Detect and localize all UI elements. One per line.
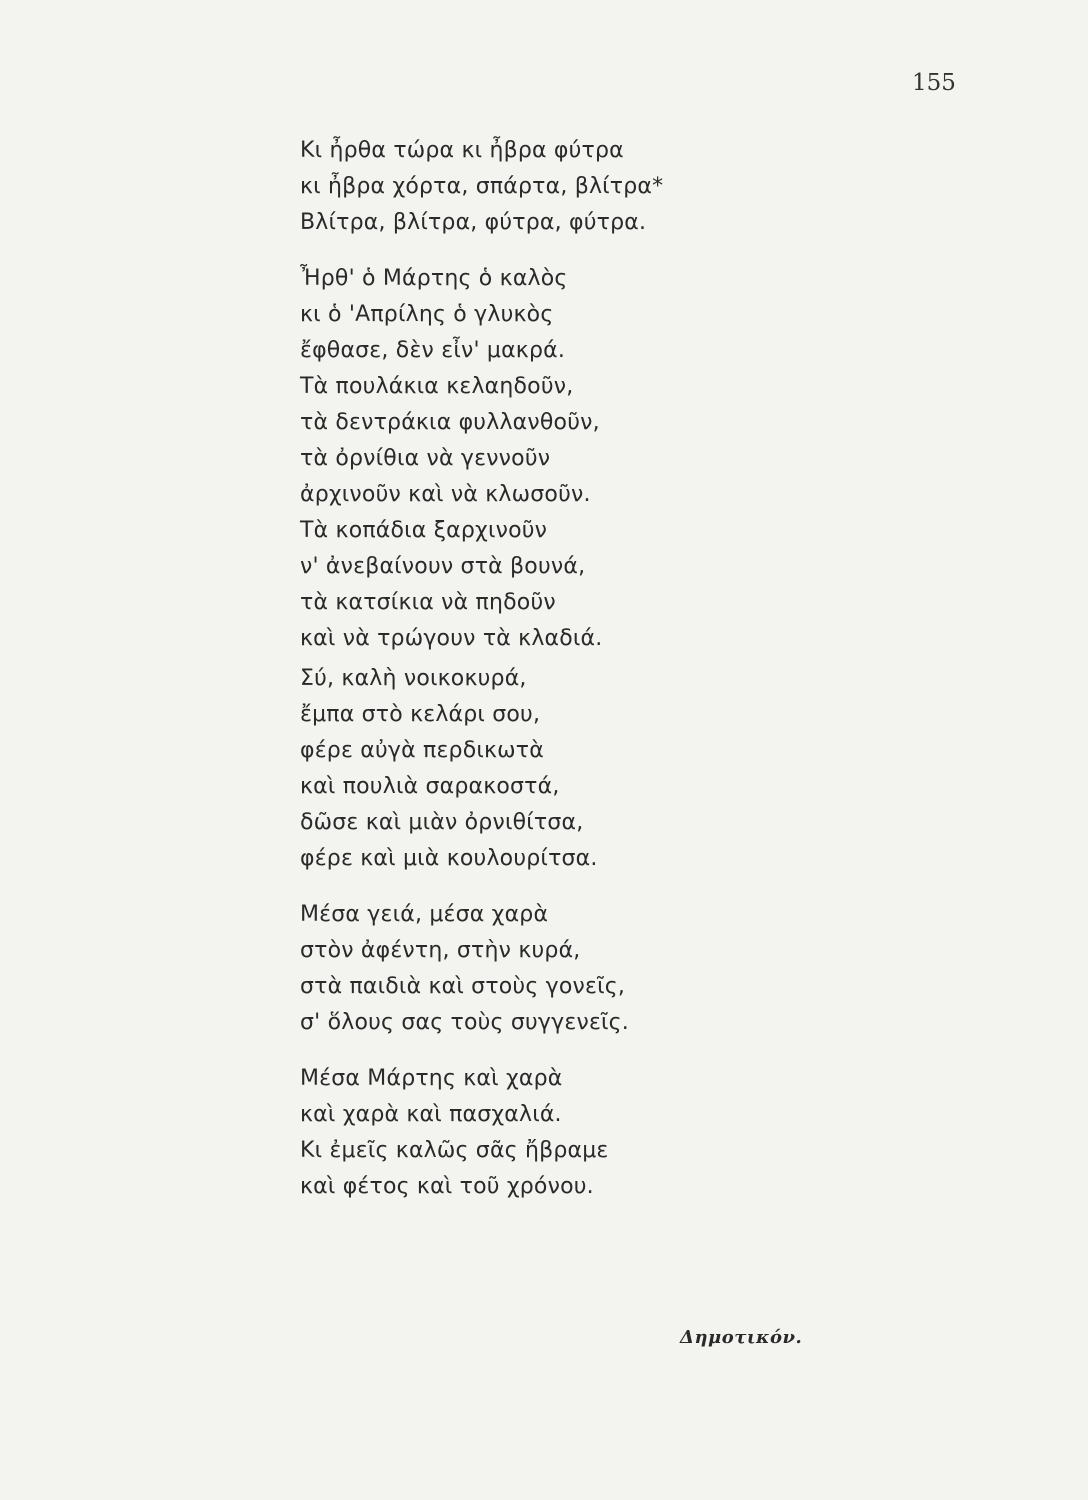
poem-line: Βλίτρα, βλίτρα, φύτρα, φύτρα. [300,210,647,235]
poem-line: καὶ πουλιὰ σαρακοστά, [300,774,560,799]
poem-line: καὶ νὰ τρώγουν τὰ κλαδιά. [300,626,603,651]
poem-line: Τὰ πουλάκια κελαηδοῦν, [300,374,574,399]
poem-line: τὰ ὀρνίθια νὰ γεννοῦν [300,446,551,471]
poem-line: σ' ὅλους σας τοὺς συγγενεῖς. [300,1010,629,1035]
poem-line: ν' ἀνεβαίνουν στὰ βουνά, [300,554,586,579]
poem-line: κι ἦβρα χόρτα, σπάρτα, βλίτρα* [300,174,664,199]
poem-line: Μέσα γειά, μέσα χαρὰ [300,902,549,927]
poem-line: κι ὁ 'Απρίλης ὁ γλυκὸς [300,302,554,327]
stanza-4 [300,897,800,1041]
stanza-1 [300,133,800,241]
poem-line: στὰ παιδιὰ καὶ στοὺς γονεῖς, [300,974,626,999]
poem-line: ἔφθασε, δὲν εἶν' μακρά. [300,338,566,363]
poem [300,133,800,1205]
poem-line: Σύ, καλὴ νοικοκυρά, [300,666,527,691]
poem-line: Κι ἐμεῖς καλῶς σᾶς ἤβραμε [300,1138,609,1163]
poem-line: δῶσε καὶ μιὰν ὀρνιθίτσα, [300,810,584,835]
poem-line: τὰ κατσίκια νὰ πηδοῦν [300,590,556,615]
poem-attribution: Δημοτικόν. [680,1327,803,1348]
stanza-gap [300,877,800,897]
poem-line: ἀρχινοῦν καὶ νὰ κλωσοῦν. [300,482,591,507]
poem-line: στὸν ἀφέντη, στὴν κυρά, [300,938,581,963]
poem-line: Τὰ κοπάδια ξαρχινοῦν [300,518,548,543]
stanza-gap [300,241,800,261]
poem-line: φέρε αὐγὰ περδικωτὰ [300,738,544,763]
stanza-2 [300,261,800,657]
poem-line: φέρε καὶ μιὰ κουλουρίτσα. [300,846,598,871]
stanza-gap [300,1041,800,1061]
page-number: 155 [912,70,956,96]
poem-line: ἔμπα στὸ κελάρι σου, [300,702,541,727]
stanza-3 [300,661,800,877]
poem-line: Μέσα Μάρτης καὶ χαρὰ [300,1066,563,1091]
poem-line: Ἦρθ' ὁ Μάρτης ὁ καλὸς [300,266,568,291]
poem-line: Κι ἦρθα τώρα κι ἦβρα φύτρα [300,138,624,163]
poem-line: καὶ φέτος καὶ τοῦ χρόνου. [300,1174,594,1199]
poem-line: καὶ χαρὰ καὶ πασχαλιά. [300,1102,562,1127]
stanza-5 [300,1061,800,1205]
poem-line: τὰ δεντράκια φυλλανθοῦν, [300,410,600,435]
